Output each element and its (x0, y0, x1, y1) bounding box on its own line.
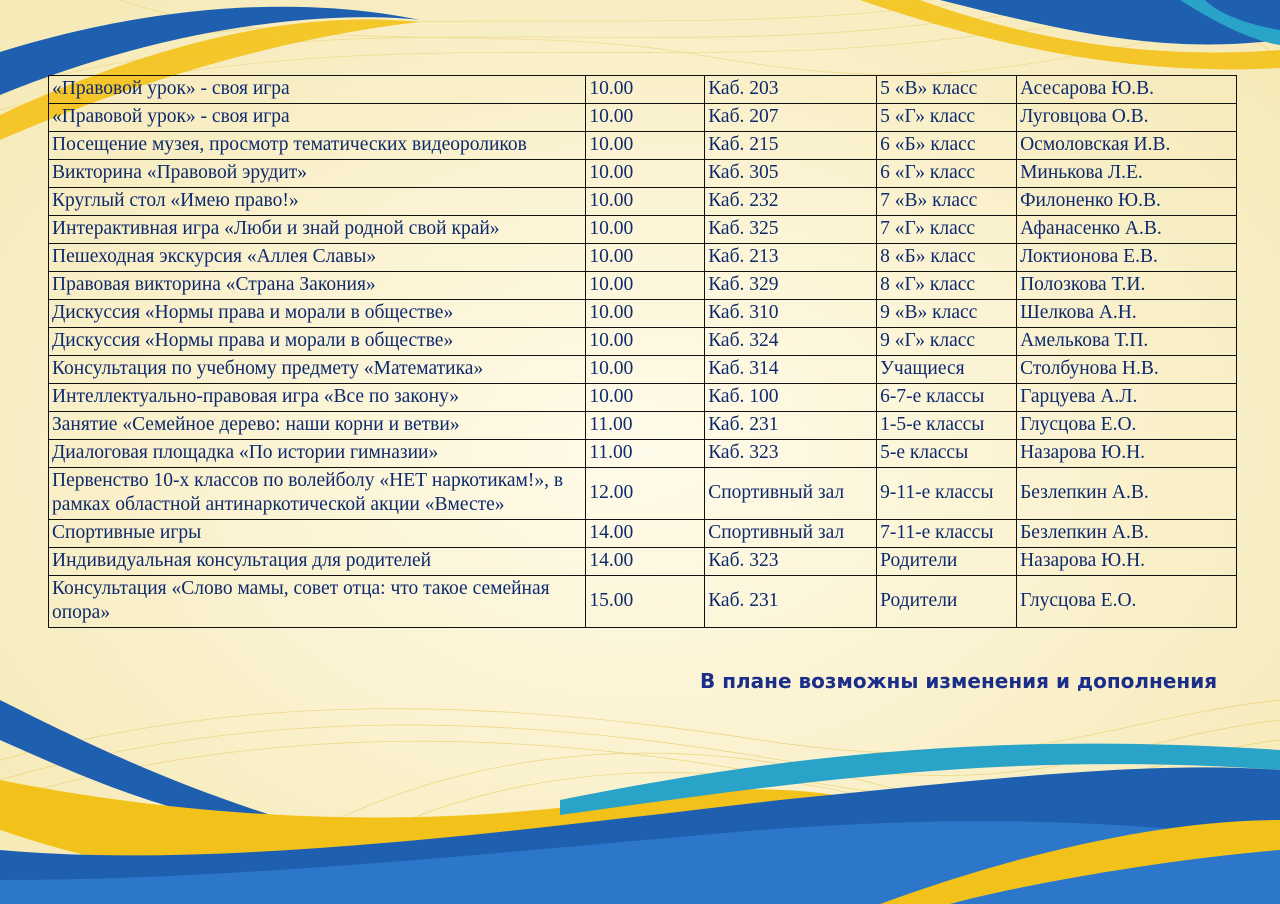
responsible-cell: Минькова Л.Е. (1017, 160, 1237, 188)
place-cell: Каб. 324 (705, 328, 877, 356)
time-cell: 10.00 (586, 104, 705, 132)
participants-cell: 5 «Г» класс (877, 104, 1017, 132)
participants-cell: 9-11-е классы (877, 468, 1017, 520)
time-cell: 14.00 (586, 520, 705, 548)
responsible-cell: Столбунова Н.В. (1017, 356, 1237, 384)
table-row (49, 244, 1237, 272)
participants-cell: 7-11-е классы (877, 520, 1017, 548)
place-cell: Спортивный зал (705, 468, 877, 520)
time-cell: 12.00 (586, 468, 705, 520)
table-row (49, 188, 1237, 216)
place-cell: Каб. 203 (705, 76, 877, 104)
participants-cell: 7 «Г» класс (877, 216, 1017, 244)
table-row (49, 160, 1237, 188)
time-cell: 15.00 (586, 576, 705, 628)
place-cell: Каб. 310 (705, 300, 877, 328)
participants-cell: 6 «Б» класс (877, 132, 1017, 160)
place-cell: Спортивный зал (705, 520, 877, 548)
participants-cell: 1-5-е классы (877, 412, 1017, 440)
place-cell: Каб. 305 (705, 160, 877, 188)
place-cell: Каб. 100 (705, 384, 877, 412)
participants-cell: 5-е классы (877, 440, 1017, 468)
table-row (49, 76, 1237, 104)
event-cell: Консультация по учебному предмету «Математика» (49, 356, 586, 384)
responsible-cell: Луговцова О.В. (1017, 104, 1237, 132)
time-cell: 10.00 (586, 244, 705, 272)
table-row (49, 216, 1237, 244)
place-cell: Каб. 231 (705, 576, 877, 628)
place-cell: Каб. 323 (705, 548, 877, 576)
table-row (49, 104, 1237, 132)
place-cell: Каб. 231 (705, 412, 877, 440)
time-cell: 10.00 (586, 328, 705, 356)
time-cell: 10.00 (586, 76, 705, 104)
table-row (49, 576, 1237, 628)
responsible-cell: Асесарова Ю.В. (1017, 76, 1237, 104)
participants-cell: Родители (877, 576, 1017, 628)
event-cell: Консультация «Слово мамы, совет отца: что такое семейная опора» (49, 576, 586, 628)
time-cell: 10.00 (586, 384, 705, 412)
event-cell: Пешеходная экскурсия «Аллея Славы» (49, 244, 586, 272)
table-row (49, 356, 1237, 384)
event-cell: «Правовой урок» - своя игра (49, 76, 586, 104)
time-cell: 10.00 (586, 356, 705, 384)
responsible-cell: Безлепкин А.В. (1017, 520, 1237, 548)
place-cell: Каб. 207 (705, 104, 877, 132)
responsible-cell: Назарова Ю.Н. (1017, 440, 1237, 468)
responsible-cell: Амелькова Т.П. (1017, 328, 1237, 356)
responsible-cell: Глусцова Е.О. (1017, 576, 1237, 628)
place-cell: Каб. 314 (705, 356, 877, 384)
table-row (49, 384, 1237, 412)
time-cell: 10.00 (586, 272, 705, 300)
place-cell: Каб. 213 (705, 244, 877, 272)
table-row (49, 272, 1237, 300)
table-row (49, 520, 1237, 548)
place-cell: Каб. 323 (705, 440, 877, 468)
responsible-cell: Полозкова Т.И. (1017, 272, 1237, 300)
participants-cell: Родители (877, 548, 1017, 576)
schedule-body (49, 76, 1237, 628)
participants-cell: 6-7-е классы (877, 384, 1017, 412)
responsible-cell: Осмоловская И.В. (1017, 132, 1237, 160)
place-cell: Каб. 232 (705, 188, 877, 216)
place-cell: Каб. 215 (705, 132, 877, 160)
responsible-cell: Глусцова Е.О. (1017, 412, 1237, 440)
responsible-cell: Безлепкин А.В. (1017, 468, 1237, 520)
participants-cell: 7 «В» класс (877, 188, 1017, 216)
table-row (49, 412, 1237, 440)
schedule-table (48, 75, 1237, 628)
event-cell: Индивидуальная консультация для родителей (49, 548, 586, 576)
place-cell: Каб. 329 (705, 272, 877, 300)
participants-cell: 9 «Г» класс (877, 328, 1017, 356)
event-cell: Викторина «Правовой эрудит» (49, 160, 586, 188)
responsible-cell: Филоненко Ю.В. (1017, 188, 1237, 216)
time-cell: 10.00 (586, 188, 705, 216)
event-cell: Занятие «Семейное дерево: наши корни и ветви» (49, 412, 586, 440)
event-cell: Дискуссия «Нормы права и морали в обществе» (49, 300, 586, 328)
time-cell: 11.00 (586, 440, 705, 468)
event-cell: Интеллектуально-правовая игра «Все по закону» (49, 384, 586, 412)
responsible-cell: Гарцуева А.Л. (1017, 384, 1237, 412)
time-cell: 10.00 (586, 132, 705, 160)
participants-cell: 6 «Г» класс (877, 160, 1017, 188)
participants-cell: 9 «В» класс (877, 300, 1017, 328)
participants-cell: 8 «Б» класс (877, 244, 1017, 272)
event-cell: Первенство 10-х классов по волейболу «НЕТ наркотикам!», в рамках областной антинаркотической акции «Вместе» (49, 468, 586, 520)
table-row (49, 132, 1237, 160)
table-row (49, 300, 1237, 328)
responsible-cell: Шелкова А.Н. (1017, 300, 1237, 328)
table-row (49, 328, 1237, 356)
table-row (49, 468, 1237, 520)
event-cell: Круглый стол «Имею право!» (49, 188, 586, 216)
time-cell: 14.00 (586, 548, 705, 576)
plan-changes-note: В плане возможны изменения и дополнения (700, 669, 1218, 693)
participants-cell: Учащиеся (877, 356, 1017, 384)
table-row (49, 440, 1237, 468)
event-cell: Дискуссия «Нормы права и морали в обществе» (49, 328, 586, 356)
table-row (49, 548, 1237, 576)
responsible-cell: Афанасенко А.В. (1017, 216, 1237, 244)
participants-cell: 8 «Г» класс (877, 272, 1017, 300)
time-cell: 11.00 (586, 412, 705, 440)
responsible-cell: Локтионова Е.В. (1017, 244, 1237, 272)
time-cell: 10.00 (586, 160, 705, 188)
responsible-cell: Назарова Ю.Н. (1017, 548, 1237, 576)
event-cell: Диалоговая площадка «По истории гимназии» (49, 440, 586, 468)
time-cell: 10.00 (586, 216, 705, 244)
time-cell: 10.00 (586, 300, 705, 328)
participants-cell: 5 «В» класс (877, 76, 1017, 104)
event-cell: Посещение музея, просмотр тематических видеороликов (49, 132, 586, 160)
event-cell: «Правовой урок» - своя игра (49, 104, 586, 132)
event-cell: Правовая викторина «Страна Закония» (49, 272, 586, 300)
event-cell: Спортивные игры (49, 520, 586, 548)
place-cell: Каб. 325 (705, 216, 877, 244)
event-cell: Интерактивная игра «Люби и знай родной свой край» (49, 216, 586, 244)
